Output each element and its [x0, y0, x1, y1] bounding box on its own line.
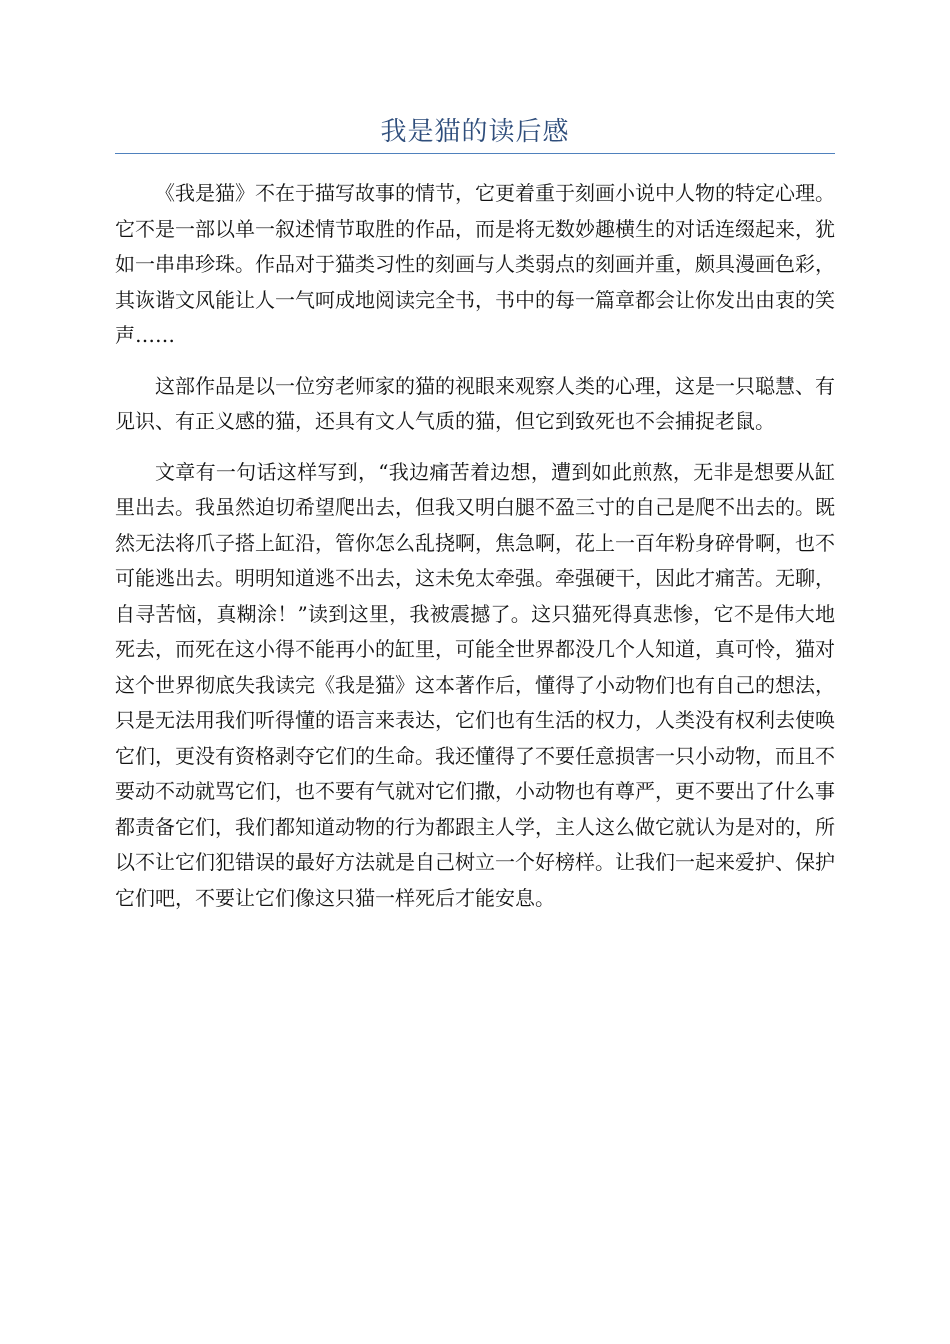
- paragraph: 这部作品是以一位穷老师家的猫的视眼来观察人类的心理，这是一只聪慧、有见识、有正义感的猫，还具有文人气质的猫，但它到致死也不会捕捉老鼠。: [115, 373, 835, 433]
- paragraph: 文章有一句话这样写到，“我边痛苦着边想，遭到如此煎熬，无非是想要从缸里出去。我虽然迫切希望爬出去，但我又明白腿不盈三寸的自己是爬不出去的。既然无法将爪子搭上缸沿，管你怎么乱挠啊，焦急啊，花上一百年粉身碎骨啊，也不可能逃出去。明明知道逃不出去，这未免太牵强。牵强硬干，因此才痛苦。无聊，自寻苦恼，真糊涂！”读到这里，我被震撼了。这只猫死得真悲惨，它不是伟大地死去，而死在这小得不能再小的缸里，可能全世界都没几个人知道，真可怜，猫对这个世界彻底失我读完《我是猫》这本著作后，懂得了小动物们也有自己的想法，只是无法用我们听得懂的语言来表达，它们也有生活的权力，人类没有权利去使唤它们，更没有资格剥夺它们的生命。我还懂得了不要任意损害一只小动物，而且不要动不动就骂它们，也不要有气就对它们撒，小动物也有尊严，更不要出了什么事都责备它们，我们都知道动物的行为都跟主人学，主人这么做它就认为是对的，所以不让它们犯错误的最好方法就是自己树立一个好榜样。让我们一起来爱护、保护它们吧，不要让它们像这只猫一样死后才能安息。: [115, 459, 835, 910]
- paragraph: 《我是猫》不在于描写故事的情节，它更着重于刻画小说中人物的特定心理。它不是一部以单一叙述情节取胜的作品，而是将无数妙趣横生的对话连缀起来，犹如一串串珍珠。作品对于猫类习性的刻画与人类弱点的刻画并重，颇具漫画色彩，其诙谐文风能让人一气呵成地阅读完全书，书中的每一篇章都会让你发出由衷的笑声……: [115, 181, 835, 347]
- title-underline: [115, 153, 835, 154]
- document-body: [115, 176, 835, 916]
- document-title: 我是猫的读后感: [380, 117, 570, 147]
